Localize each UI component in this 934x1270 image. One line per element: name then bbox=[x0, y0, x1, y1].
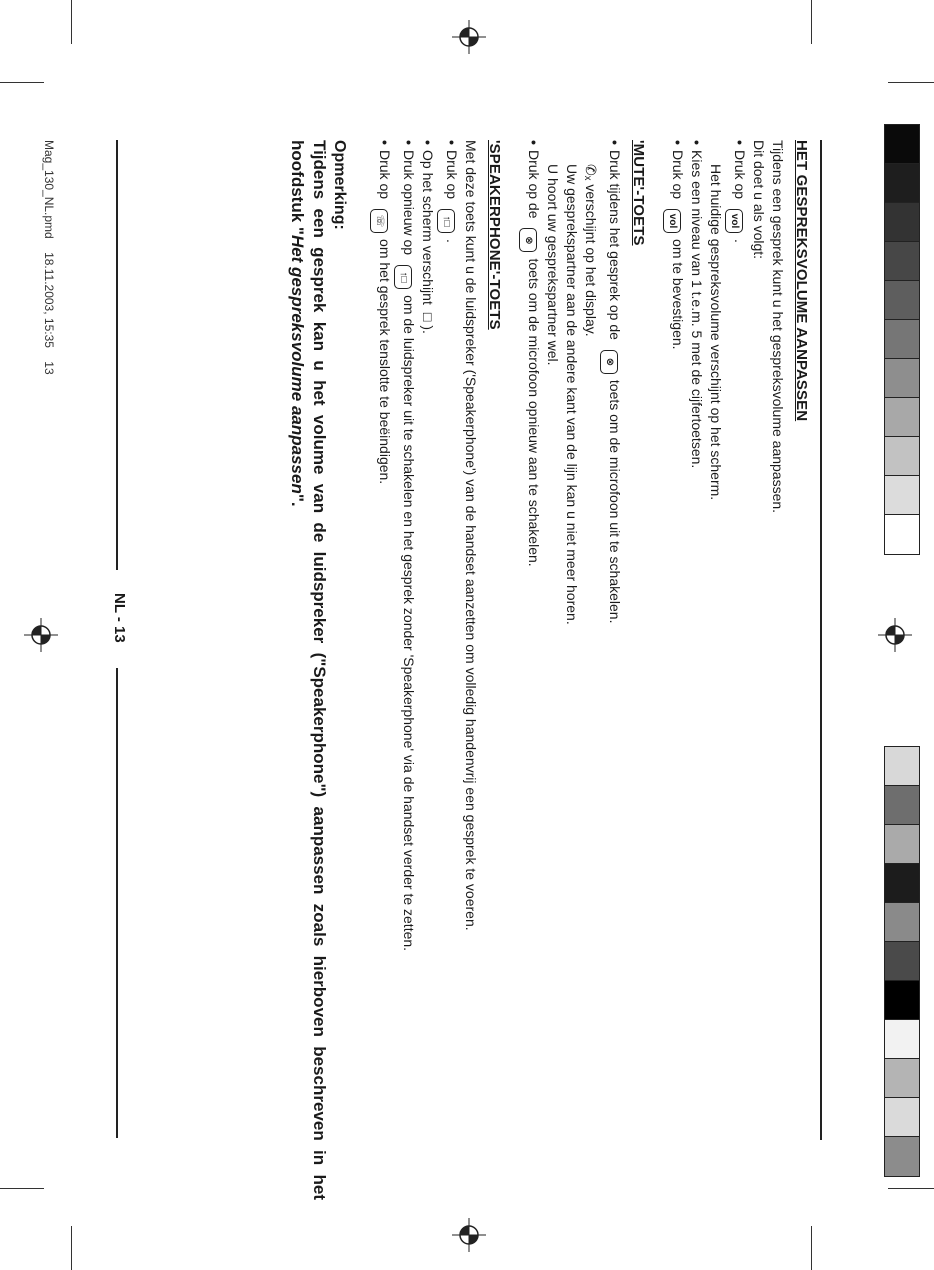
note-title: Opmerking: bbox=[331, 140, 348, 230]
section-volume bbox=[663, 140, 810, 1200]
list-subtext: Uw gesprekspartner aan de andere kant van de lijn kan u niet meer horen. bbox=[564, 164, 580, 625]
list-item: • Druk op de⊗toets om de microfoon opnieuw aan te schakelen. bbox=[519, 140, 543, 1200]
color-swatch bbox=[885, 1059, 919, 1098]
color-swatch bbox=[885, 281, 919, 320]
crop-mark bbox=[71, 1226, 72, 1270]
crop-mark bbox=[811, 0, 812, 44]
color-swatch bbox=[885, 125, 919, 164]
list-item: • Druk tijdens het gesprek op de⊗toets om de microfoon uit te schakelen. bbox=[600, 140, 624, 1200]
list-item: • Druk opnieuw op↑□om de luidspreker uit te schakelen en het gesprek zonder 'Speakerphone' via de handset verder te zetten. bbox=[394, 140, 418, 1200]
speakerphone-key-icon: ↑□ bbox=[394, 265, 412, 289]
speakerphone-key-icon: ↑□ bbox=[437, 209, 455, 233]
mute-key-icon: ⊗ bbox=[519, 228, 537, 252]
vol-key-icon: vol bbox=[725, 209, 743, 233]
list-item: • Druk op↑□. bbox=[437, 140, 461, 1200]
list-subtext: Het huidige gespreksvolume verschijnt op het scherm. bbox=[708, 164, 724, 501]
bottom-rule-left bbox=[116, 140, 118, 570]
list-item: • Op het scherm verschijnt□). bbox=[418, 140, 437, 1200]
top-rule bbox=[820, 140, 822, 1140]
speaker-icon: □ bbox=[420, 312, 436, 322]
section-speakerphone bbox=[370, 140, 503, 1200]
end-call-key-icon: ☏ bbox=[370, 209, 388, 233]
section-mute bbox=[519, 140, 647, 1200]
color-swatch bbox=[885, 786, 919, 825]
print-footer: Mag_130_NL.pmd 18.11.2003, 15:35 13 bbox=[42, 140, 56, 375]
crop-mark bbox=[888, 82, 934, 83]
color-swatch bbox=[885, 864, 919, 903]
color-swatch bbox=[885, 164, 919, 203]
crop-mark bbox=[888, 1188, 934, 1189]
registration-mark-icon bbox=[452, 1218, 486, 1252]
color-swatch bbox=[885, 320, 919, 359]
paragraph: Tijdens een gesprek kunt u het gespreksvolume aanpassen. bbox=[770, 140, 786, 514]
color-swatch bbox=[885, 359, 919, 398]
note-body: Tijdens een gesprek kan u het volume van de luidspreker ("Speakerphone") aanpassen zoals hierboven beschreven in het hoofdstuk "Het gespreksvolume aanpassen". bbox=[288, 140, 329, 1200]
section-heading: 'SPEAKERPHONE'-TOETS bbox=[486, 140, 503, 330]
list-subtext: ✆ₓverschijnt op het display. bbox=[583, 164, 599, 337]
crop-mark bbox=[71, 0, 72, 44]
color-swatch bbox=[885, 242, 919, 281]
registration-mark-icon bbox=[24, 618, 58, 652]
color-swatch bbox=[885, 1098, 919, 1137]
color-calibration-bar bbox=[884, 746, 920, 1177]
color-swatch bbox=[885, 515, 919, 554]
color-swatch bbox=[885, 825, 919, 864]
registration-mark-icon bbox=[878, 618, 912, 652]
bottom-rule-right bbox=[116, 668, 118, 1138]
color-swatch bbox=[885, 1020, 919, 1059]
paragraph: Dit doet u als volgt: bbox=[751, 140, 767, 260]
crop-mark bbox=[0, 82, 44, 83]
color-swatch bbox=[885, 476, 919, 515]
main-content bbox=[286, 140, 810, 1200]
crop-mark bbox=[0, 1188, 44, 1189]
phone-mute-icon: ✆ₓ bbox=[583, 164, 599, 181]
color-swatch bbox=[885, 747, 919, 786]
color-swatch bbox=[885, 437, 919, 476]
list-item: • Kies een niveau van 1 t.e.m. 5 met de cijfertoetsen. bbox=[687, 140, 706, 1200]
registration-mark-icon bbox=[452, 20, 486, 54]
list-subtext: U hoort uw gesprekspartner wel. bbox=[545, 164, 561, 366]
vol-key-icon: vol bbox=[663, 209, 681, 233]
color-swatch bbox=[885, 398, 919, 437]
color-swatch bbox=[885, 1137, 919, 1176]
section-heading: HET GESPREKSVOLUME AANPASSEN bbox=[793, 140, 810, 422]
paragraph: Met deze toets kunt u de luidspreker ('Speakerphone') van de handset aanzetten om volledig handenvrij een gesprek te voeren. bbox=[463, 140, 479, 931]
crop-mark bbox=[811, 1226, 812, 1270]
page-number: NL - 13 bbox=[111, 593, 128, 643]
mute-key-icon: ⊗ bbox=[600, 350, 618, 374]
section-heading: 'MUTE'-TOETS bbox=[630, 140, 647, 246]
list-item: • Druk opvol. bbox=[725, 140, 749, 1200]
color-calibration-bar bbox=[884, 124, 920, 555]
color-swatch bbox=[885, 903, 919, 942]
color-swatch bbox=[885, 942, 919, 981]
list-item: • Druk op☏om het gesprek tenslotte te beëindigen. bbox=[370, 140, 394, 1200]
list-item: • Druk opvolom te bevestigen. bbox=[663, 140, 687, 1200]
color-swatch bbox=[885, 981, 919, 1020]
note-block bbox=[286, 140, 348, 1200]
color-swatch bbox=[885, 203, 919, 242]
